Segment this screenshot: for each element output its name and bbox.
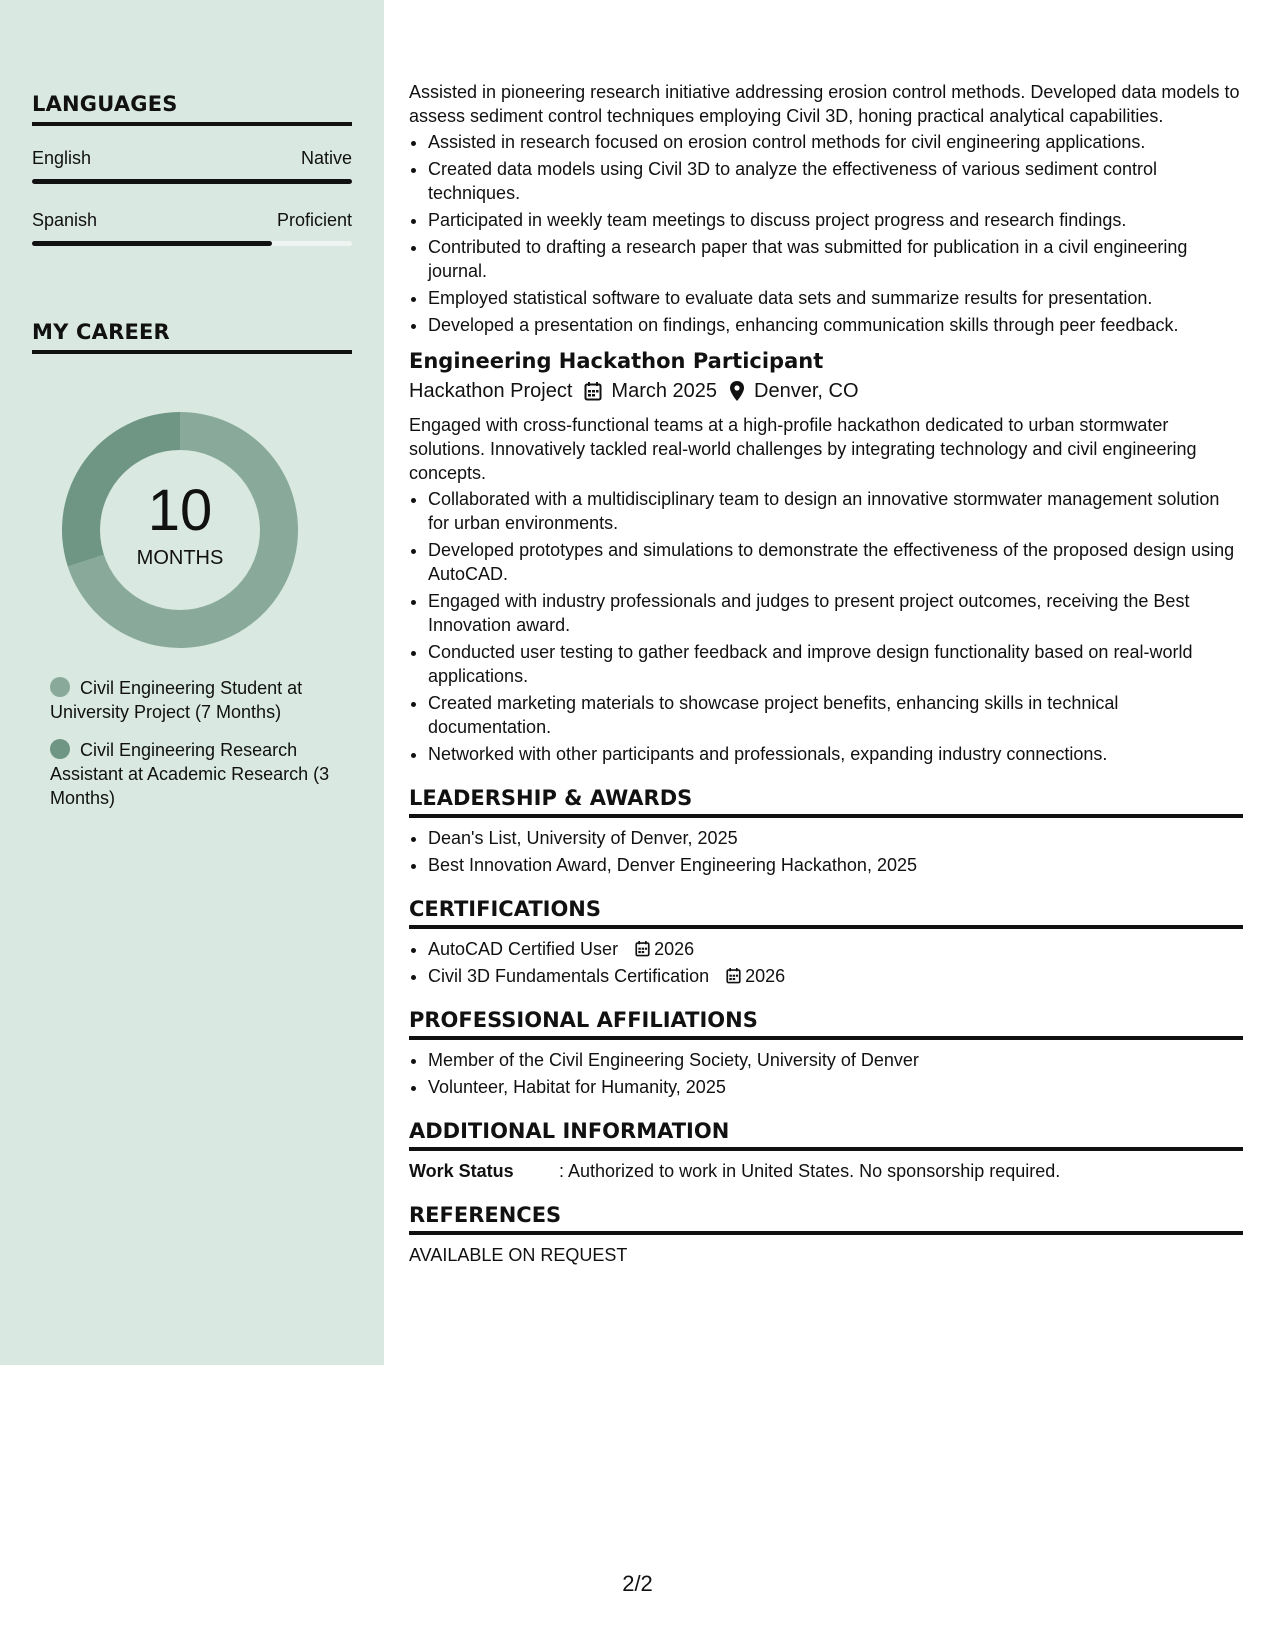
research-bullets: [409, 130, 1243, 337]
affiliations-list: [409, 1048, 1243, 1099]
language-item: [32, 148, 352, 184]
career-heading: MY CAREER: [32, 320, 352, 354]
main-content: [409, 80, 1243, 1267]
list-item: • Engaged with industry professionals and judges to present project outcomes, receiving the Best Innovation award.: [428, 589, 1243, 637]
legend-label: Civil Engineering Student at University Project (7 Months): [50, 678, 303, 722]
list-item: • Volunteer, Habitat for Humanity, 2025: [428, 1075, 1243, 1099]
work-status-value: : Authorized to work in United States. No sponsorship required.: [559, 1161, 1061, 1181]
sidebar: [0, 0, 384, 1365]
legend-item: [50, 676, 350, 724]
list-item: • Created data models using Civil 3D to analyze the effectiveness of various sediment control techniques.: [428, 157, 1243, 205]
list-item: • Contributed to drafting a research paper that was submitted for publication in a civil engineering journal.: [428, 235, 1243, 283]
languages-heading: LANGUAGES: [32, 92, 352, 126]
language-level-bar: [32, 179, 352, 184]
career-total-unit: MONTHS: [136, 547, 224, 569]
certifications-section: [409, 897, 1243, 988]
list-item: • Participated in weekly team meetings to discuss project progress and research findings.: [428, 208, 1243, 232]
company-name: Hackathon Project: [409, 380, 573, 402]
legend-item: [50, 738, 350, 810]
career-donut-chart: [62, 412, 298, 648]
job-location: Denver, CO: [754, 380, 859, 402]
list-item: • Networked with other participants and professionals, expanding industry connections.: [428, 742, 1243, 766]
calendar-icon: [635, 940, 650, 957]
language-level: Proficient: [276, 210, 352, 230]
certification-name: Civil 3D Fundamentals Certification: [428, 966, 710, 986]
research-entry: [409, 80, 1243, 337]
work-status-label: Work Status: [409, 1161, 514, 1181]
job-meta: [409, 379, 1243, 403]
language-level: Native: [300, 148, 352, 168]
research-summary: Assisted in pioneering research initiative addressing erosion control methods. Developed data models to assess sediment control techniques employing Civil 3D, honing practical analytical capabilities.: [409, 82, 1240, 126]
language-name: English: [32, 148, 92, 168]
work-status-row: [409, 1159, 1243, 1183]
list-item: • Member of the Civil Engineering Society, University of Denver: [428, 1048, 1243, 1072]
references-section: [409, 1203, 1243, 1267]
legend-label: Civil Engineering Research Assistant at Academic Research (3 Months): [50, 740, 330, 808]
hackathon-summary: Engaged with cross-functional teams at a high-profile hackathon dedicated to urban stormwater solutions. Innovatively tackled real-world challenges by integrating technology and civil engineering concepts.: [409, 415, 1197, 483]
additional-info-heading: ADDITIONAL INFORMATION: [409, 1119, 1243, 1151]
awards-heading: LEADERSHIP & AWARDS: [409, 786, 1243, 818]
awards-list: [409, 826, 1243, 877]
languages-section: [32, 92, 352, 354]
language-item: [32, 210, 352, 246]
job-date: March 2025: [611, 380, 718, 402]
certifications-heading: CERTIFICATIONS: [409, 897, 1243, 929]
hackathon-entry: [409, 349, 1243, 766]
list-item: [428, 964, 1243, 988]
language-level-fill: [32, 179, 352, 184]
career-total-value: 10: [147, 478, 213, 543]
list-item: • Assisted in research focused on erosion control methods for civil engineering applications.: [428, 130, 1243, 154]
certification-year: 2026: [745, 966, 786, 986]
references-heading: REFERENCES: [409, 1203, 1243, 1235]
affiliations-section: [409, 1008, 1243, 1099]
list-item: • Collaborated with a multidisciplinary team to design an innovative stormwater management solution for urban environments.: [428, 487, 1243, 535]
language-name: Spanish: [32, 210, 98, 230]
page-number: 2/2: [622, 1571, 653, 1596]
list-item: • Employed statistical software to evaluate data sets and summarize results for presentation.: [428, 286, 1243, 310]
list-item: [428, 937, 1243, 961]
location-pin-icon: [729, 380, 745, 402]
certification-name: AutoCAD Certified User: [428, 939, 619, 959]
list-item: • Best Innovation Award, Denver Engineering Hackathon, 2025: [428, 853, 1243, 877]
list-item: • Conducted user testing to gather feedback and improve design functionality based on real-world applications.: [428, 640, 1243, 688]
hackathon-bullets: [409, 487, 1243, 766]
list-item: • Developed a presentation on findings, enhancing communication skills through peer feedback.: [428, 313, 1243, 337]
language-level-bar: [32, 241, 352, 246]
awards-section: [409, 786, 1243, 877]
list-item: • Dean's List, University of Denver, 2025: [428, 826, 1243, 850]
calendar-icon: [726, 967, 741, 984]
affiliations-heading: PROFESSIONAL AFFILIATIONS: [409, 1008, 1243, 1040]
certifications-list: [409, 937, 1243, 988]
list-item: • Created marketing materials to showcase project benefits, enhancing skills in technical documentation.: [428, 691, 1243, 739]
language-level-fill: [32, 241, 272, 246]
legend-dot: [50, 739, 70, 759]
job-title: Engineering Hackathon Participant: [409, 349, 824, 373]
references-text: AVAILABLE ON REQUEST: [409, 1245, 628, 1265]
certification-year: 2026: [654, 939, 695, 959]
calendar-icon: [584, 381, 602, 401]
career-legend: [50, 676, 350, 824]
list-item: • Developed prototypes and simulations to demonstrate the effectiveness of the proposed design using AutoCAD.: [428, 538, 1243, 586]
additional-info-section: [409, 1119, 1243, 1183]
legend-dot: [50, 677, 70, 697]
